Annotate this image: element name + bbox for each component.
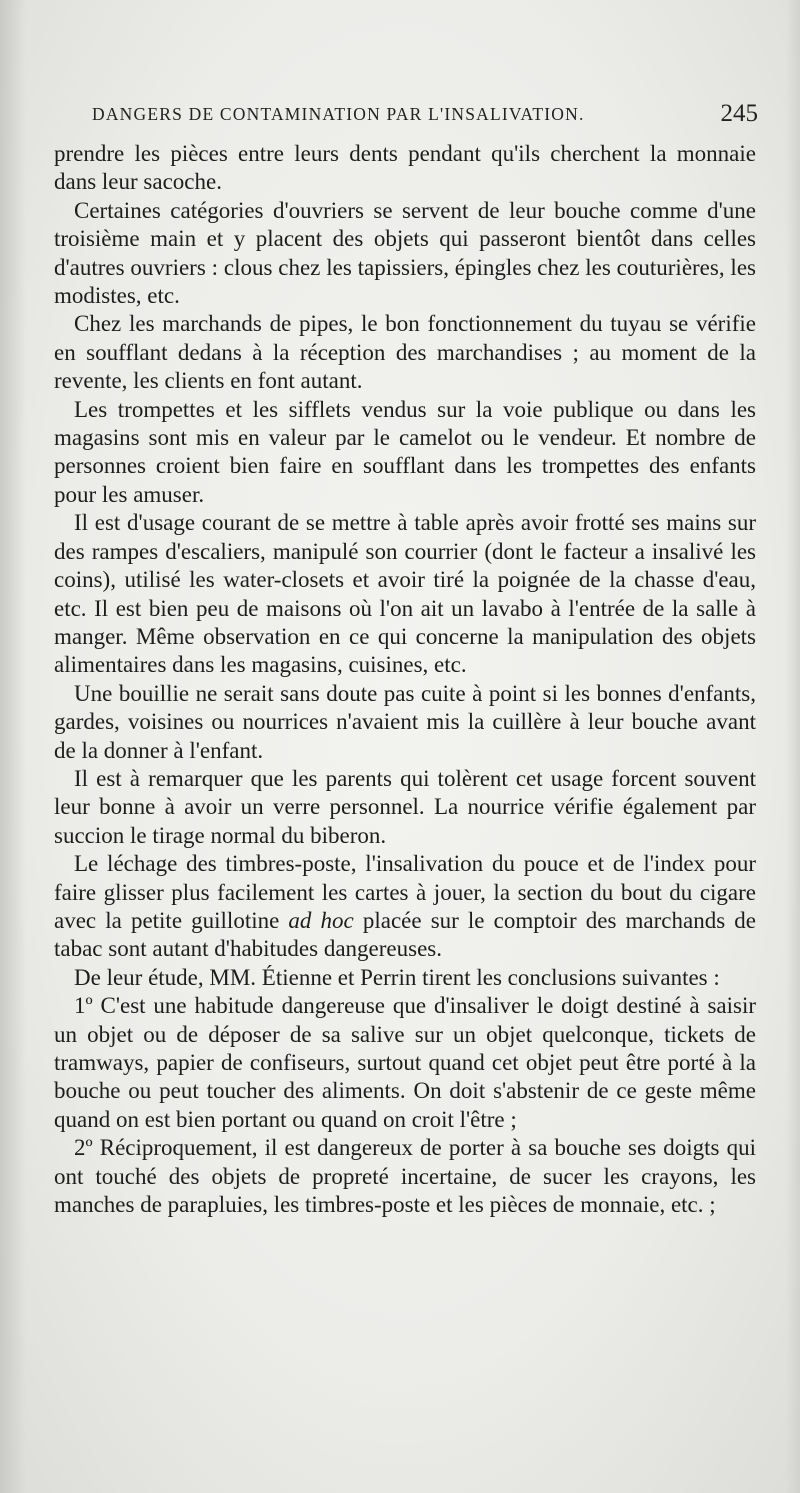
paragraph-8-text-b: placée sur le comptoir des marchands de tabac sont autant d'habitudes dangereuses.	[54, 907, 756, 962]
running-head: DANGERS DE CONTAMINATION PAR L'INSALIVATION.	[92, 104, 585, 124]
edge-shadow	[786, 0, 800, 1493]
paragraph-10: 1º C'est une habitude dangereuse que d'insaliver le doigt destiné à saisir un objet ou de déposer de sa salive sur un objet quelconque, tickets de tramways, papier de confiseurs, surtout quand cet objet peut être porté à la bouche ou peut toucher des aliments. On doit s'abstenir de ce geste même quand on est bien portant ou quand on croit l'être ;	[54, 993, 756, 1132]
paragraph-6: Une bouillie ne serait sans doute pas cuite à point si les bonnes d'enfants, gardes, voisines ou nourrices n'avaient mis la cuillère à leur bouche avant de la donner à l'enfant.	[54, 680, 756, 763]
page-body	[54, 140, 756, 1219]
paragraph-2: Certaines catégories d'ouvriers se servent de leur bouche comme d'une troisième main et y placent des objets qui passeront bientôt dans celles d'autres ouvriers : clous chez les tapissiers, épingles chez les couturières, les modistes, etc.	[54, 197, 756, 309]
paragraph-1: prendre les pièces entre leurs dents pendant qu'ils cherchent la monnaie dans leur sacoche.	[54, 141, 756, 195]
paragraph-11: 2º Réciproquement, il est dangereux de porter à sa bouche ses doigts qui ont touché des objets de propreté incertaine, de sucer les crayons, les manches de parapluies, les timbres-poste et les pièces de monnaie, etc. ;	[54, 1135, 756, 1218]
paragraph-8	[54, 850, 756, 964]
paragraph-3: Chez les marchands de pipes, le bon fonctionnement du tuyau se vérifie en soufflant dedans à la réception des marchandises ; au moment de la revente, les clients en font autant.	[54, 311, 756, 394]
paragraph-9: De leur étude, MM. Étienne et Perrin tirent les conclusions suivantes :	[74, 964, 720, 990]
paragraph-8-italic: ad hoc	[288, 907, 354, 933]
paragraph-8-text-a: Le léchage des timbres-poste, l'insalivation du pouce et de l'index pour faire glisser plus facilement les cartes à jouer, la section du bout du cigare avec la petite guillotine	[54, 851, 756, 933]
binding-shadow	[0, 0, 26, 1493]
paragraph-4: Les trompettes et les sifflets vendus sur la voie publique ou dans les magasins sont mis en valeur par le camelot ou le vendeur. Et nombre de personnes croient bien faire en soufflant dans les trompettes des enfants pour les amuser.	[54, 396, 756, 507]
paragraph-7: Il est à remarquer que les parents qui tolèrent cet usage forcent souvent leur bonne à avoir un verre personnel. La nourrice vérifie également par succion le tirage normal du biberon.	[54, 765, 756, 848]
page-header	[92, 100, 758, 134]
paragraph-5: Il est d'usage courant de se mettre à table après avoir frotté ses mains sur des rampes d'escaliers, manipulé son courrier (dont le facteur a insalivé les coins), utilisé les water-closets et avoir tiré la poignée de la chasse d'eau, etc. Il est bien peu de maisons où l'on ait un lavabo à l'entrée de la salle à manger. Même observation en ce qui concerne la manipulation des objets alimentaires dans les magasins, cuisines, etc.	[54, 510, 756, 678]
page-number: 245	[720, 100, 758, 127]
